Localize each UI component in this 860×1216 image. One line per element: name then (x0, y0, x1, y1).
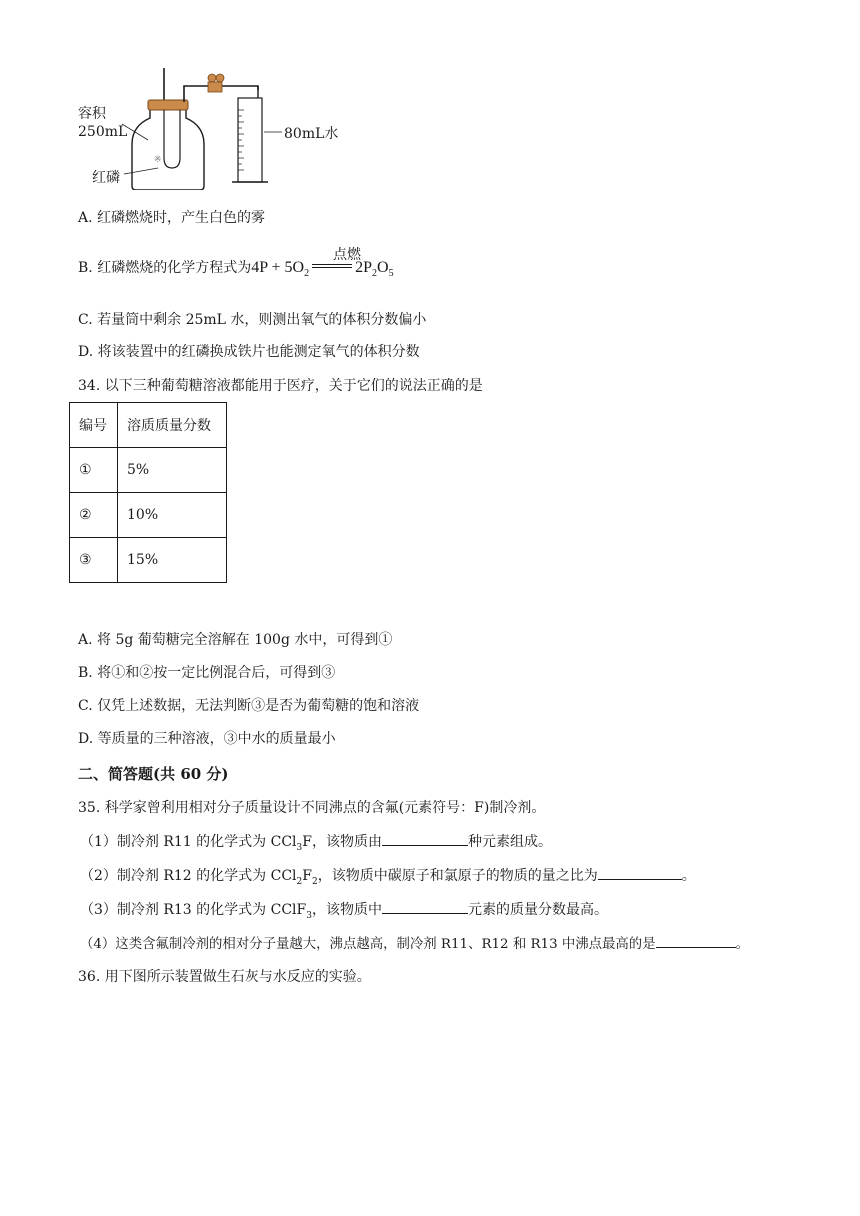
label-water: 80mL水 (284, 126, 339, 142)
q35-p4-text-b: 。 (735, 937, 749, 952)
q35-part-1 (80, 831, 552, 858)
equation-arrow (309, 263, 355, 273)
table-cell: ③ (70, 538, 118, 583)
apparatus-figure (72, 60, 352, 190)
label-volume: 容积 (78, 106, 106, 122)
q34-stem: 34. 以下三种葡萄糖溶液都能用于医疗，关于它们的说法正确的是 (78, 378, 483, 394)
table-cell: 15% (118, 538, 227, 583)
table-cell: 10% (118, 493, 227, 538)
clamp-knob-left (208, 74, 216, 82)
q35-p4-text-a: （4）这类含氟制冷剂的相对分子量越大，沸点越高，制冷剂 R11、R12 和 R13 中沸点最高的是 (80, 937, 656, 952)
equation-left: $4P + 5O_2$ (251, 259, 310, 280)
phosphorus-mark: ※ (154, 155, 162, 165)
q35-p2-mid: F (302, 868, 312, 884)
q34-option-b: B. 将①和②按一定比例混合后，可得到③ (78, 665, 336, 681)
equation-right: $2P_2O_5$ (355, 259, 394, 280)
table-cell: ② (70, 493, 118, 538)
table-row (70, 493, 227, 538)
q34-option-d: D. 等质量的三种溶液，③中水的质量最小 (78, 731, 336, 747)
table-cell: ① (70, 448, 118, 493)
equation-condition: 点燃 (333, 247, 361, 263)
q35-p3-text-a: （3）制冷剂 R13 的化学式为 CClF (80, 902, 307, 918)
solution-table (69, 402, 227, 583)
clamp-icon[interactable] (208, 82, 222, 92)
table-header-row (70, 403, 227, 448)
q35-p3-sub: 3 (306, 910, 312, 921)
q35-part-2 (80, 865, 696, 892)
q35-p2-text-a: （2）制冷剂 R12 的化学式为 CCl (80, 868, 297, 884)
answer-blank-4[interactable] (656, 933, 736, 948)
label-phosphorus: 红磷 (92, 170, 120, 186)
clamp-knob-right (216, 74, 224, 82)
table-row (70, 538, 227, 583)
table-row (70, 448, 227, 493)
q35-p1-text-c: 种元素组成。 (467, 834, 552, 850)
q33-option-b-text: B. 红磷燃烧的化学方程式为 (78, 260, 252, 276)
answer-blank-3[interactable] (382, 899, 468, 914)
table-header-cell: 溶质质量分数 (118, 403, 227, 448)
q35-p2-text-b: ，该物质中碳原子和氯原子的物质的量之比为 (317, 868, 598, 884)
answer-blank-2[interactable] (598, 865, 682, 880)
q35-part-3 (80, 899, 608, 926)
q35-p2-sub1: 2 (296, 876, 303, 887)
q33-option-d: D. 将该装置中的红磷换成铁片也能测定氧气的体积分数 (78, 344, 420, 360)
q35-p1-sub: 3 (296, 842, 303, 853)
answer-blank-1[interactable] (382, 831, 468, 846)
table-header-cell: 编号 (70, 403, 118, 448)
q35-p2-text-c: 。 (681, 868, 696, 884)
q34-option-a: A. 将 5g 葡萄糖完全溶解在 100g 水中，可得到① (78, 632, 393, 648)
q35-p3-text-c: 元素的质量分数最高。 (467, 902, 608, 918)
q35-p1-text-b: F，该物质由 (302, 834, 382, 850)
bottle (132, 108, 204, 190)
section-heading: 二、简答题(共 60 分) (78, 765, 229, 783)
table-cell: 5% (118, 448, 227, 493)
stopper (148, 100, 188, 110)
q35-p1-text-a: （1）制冷剂 R11 的化学式为 CCl (80, 834, 297, 850)
q33-option-c: C. 若量筒中剩余 25mL 水，则测出氧气的体积分数偏小 (78, 312, 427, 328)
q34-option-c: C. 仅凭上述数据，无法判断③是否为葡萄糖的饱和溶液 (78, 698, 420, 714)
q36-stem: 36. 用下图所示装置做生石灰与水反应的实验。 (78, 969, 371, 985)
q35-p2-sub2: 2 (311, 876, 318, 887)
q35-p3-text-b: ，该物质中 (311, 902, 382, 918)
q35-part-4 (80, 933, 749, 955)
label-250ml: 250mL (78, 124, 128, 140)
q35-stem: 35. 科学家曾利用相对分子质量设计不同沸点的含氟(元素符号：F)制冷剂。 (78, 800, 546, 816)
q33-option-a: A. 红磷燃烧时，产生白色的雾 (78, 210, 266, 226)
